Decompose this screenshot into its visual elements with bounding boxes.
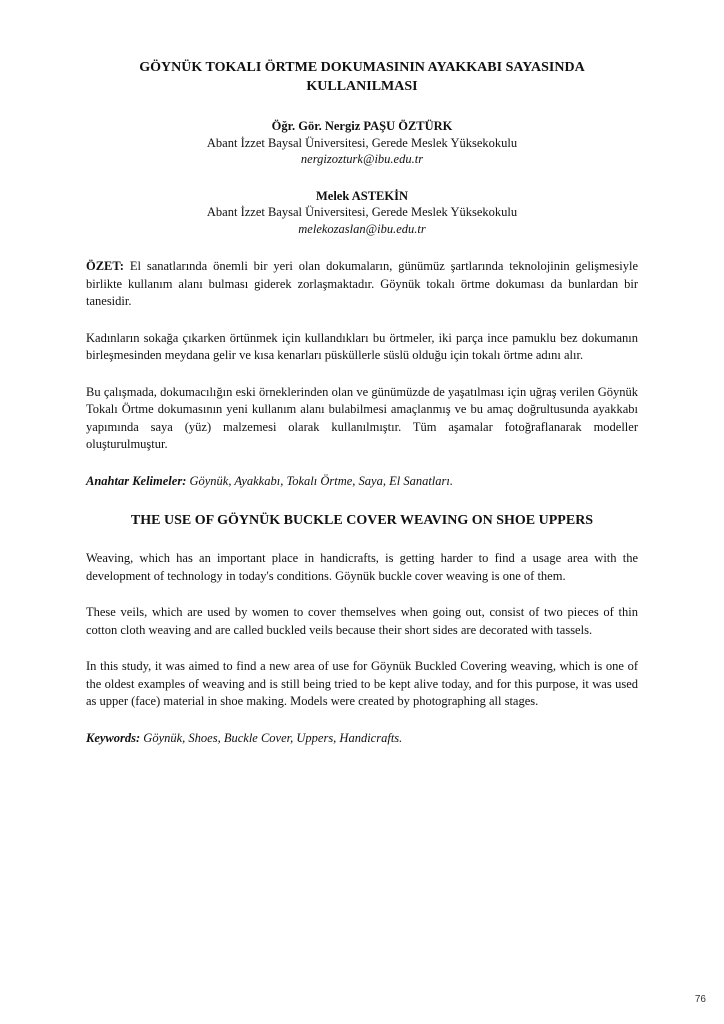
author-affiliation: Abant İzzet Baysal Üniversitesi, Gerede Meslek Yüksekokulu xyxy=(206,135,518,150)
paper-title-en: THE USE OF GÖYNÜK BUCKLE COVER WEAVING ON SHOE UPPERS xyxy=(130,513,594,528)
author-block-2 xyxy=(86,188,638,238)
abstract-text: El sanatlarında önemli bir yeri olan dokumaların, günümüz şartlarında teknolojinin gelişmesiyle birlikte kullanım alanı bulması giderek zorlaşmaktadır. Göynük tokalı örtme dokuması da bunlardan bir tanesidir. xyxy=(86,259,639,308)
author-name: Melek ASTEKİN xyxy=(315,188,409,203)
keywords-en xyxy=(86,730,638,748)
abstract-paragraph-tr-3: Bu çalışmada, dokumacılığın eski örneklerinden olan ve günümüzde de yaşatılması için uğraş verilen Göynük Tokalı Örtme dokumasının yeni kullanım alanı bulabilmesi amaçlanmış ve bu amaç doğrultusunda ayakkabı yapımında saya (yüz) malzemesi olarak kullanılmıştır. Tüm aşamalar fotoğraflanarak modeller oluşturulmuştur. xyxy=(86,384,638,451)
abstract-paragraph-en-2: These veils, which are used by women to cover themselves when going out, consist of two pieces of thin cotton cloth weaving and are called buckled veils because their short sides are decorated with tassels. xyxy=(86,605,638,637)
author-name: Öğr. Gör. Nergiz PAŞU ÖZTÜRK xyxy=(271,119,453,133)
paper-title-tr: GÖYNÜK TOKALI ÖRTME DOKUMASININ AYAKKABI SAYASINDA KULLANILMASI xyxy=(139,60,585,94)
keywords-text: Göynük, Ayakkabı, Tokalı Örtme, Saya, El Sanatları. xyxy=(189,473,453,488)
keywords-label: Keywords: xyxy=(86,730,141,745)
abstract-label: ÖZET: xyxy=(86,259,124,273)
page-number: 76 xyxy=(694,994,706,1005)
author-affiliation: Abant İzzet Baysal Üniversitesi, Gerede Meslek Yüksekokulu xyxy=(206,205,518,219)
keywords-tr xyxy=(86,473,638,491)
keywords-label: Anahtar Kelimeler: xyxy=(86,473,187,488)
paper-page xyxy=(86,58,638,747)
abstract-paragraph-tr-2: Kadınların sokağa çıkarken örtünmek için kullandıkları bu örtmeler, iki parça ince pamuklu bez dokumanın birleşmesinden meydana gelir ve kısa kenarları püsküllerle süslü olduğu için tokalı örtme adını alır. xyxy=(86,330,638,362)
author-email: nergizozturk@ibu.edu.tr xyxy=(300,152,424,166)
author-block-1 xyxy=(86,118,638,168)
abstract-paragraph-tr-1 xyxy=(86,258,638,311)
abstract-paragraph-en-1: Weaving, which has an important place in handicrafts, is getting harder to find a usage area with the development of technology in today's conditions. Göynük buckle cover weaving is one of them. xyxy=(86,551,638,583)
abstract-paragraph-en-3: In this study, it was aimed to find a new area of use for Göynük Buckled Covering weaving, which is one of the oldest examples of weaving and is still being tried to be kept alive today, and for this purpose, it was used as upper (face) material in shoe making. Models were created by photographing all stages. xyxy=(86,659,638,708)
author-email: melekozaslan@ibu.edu.tr xyxy=(298,221,426,236)
keywords-text: Göynük, Shoes, Buckle Cover, Uppers, Handicrafts. xyxy=(143,730,403,745)
